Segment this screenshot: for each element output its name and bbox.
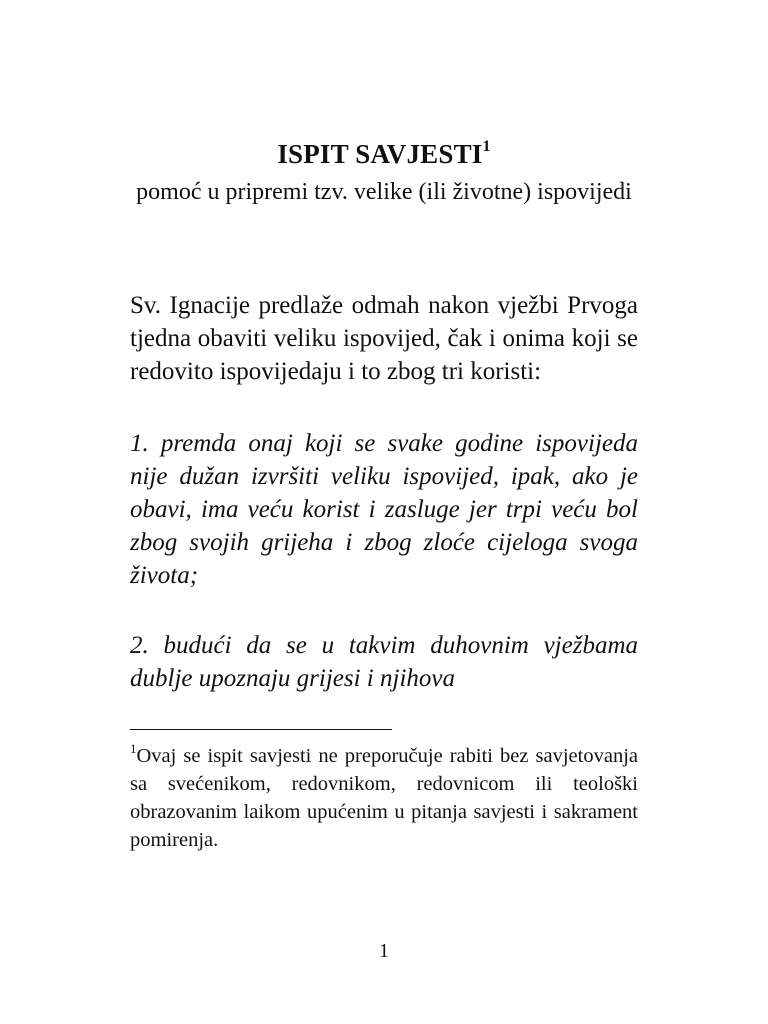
point-2-paragraph: 2. budući da se u takvim duhovnim vježbama dublje upoznaju grijesi i njihova xyxy=(130,632,638,692)
footnote xyxy=(130,736,638,854)
page-number: 1 xyxy=(379,940,389,962)
point-1-paragraph: 1. premda onaj koji se svake godine ispovijeda nije dužan izvršiti veliku ispovijed, ipak, ako je obavi, ima veću korist i zasluge jer trpi veću bol zbog svojih grijeha i zbog zloće cijeloga svoga života; xyxy=(130,430,638,589)
title-footnote-marker: 1 xyxy=(482,138,491,155)
intro-paragraph: Sv. Ignacije predlaže odmah nakon vježbi Prvoga tjedna obaviti veliku ispovijed, čak i onima koji se redovito ispovijedaju i to zbog tri koristi: xyxy=(130,292,638,385)
document-subtitle: pomoć u pripremi tzv. velike (ili životne) ispovijedi xyxy=(136,179,632,205)
title-text: ISPIT SAVJESTI xyxy=(277,139,483,169)
footnote-marker: 1 xyxy=(130,741,137,756)
footnote-divider xyxy=(130,729,392,730)
footnote-text: Ovaj se ispit savjesti ne preporučuje rabiti bez savjetovanja sa svećenikom, redovnikom, redovnicom ili teološki obrazovanim laikom upućenim u pitanja savjesti i sakrament pomirenja. xyxy=(130,744,638,851)
document-title xyxy=(0,132,768,171)
